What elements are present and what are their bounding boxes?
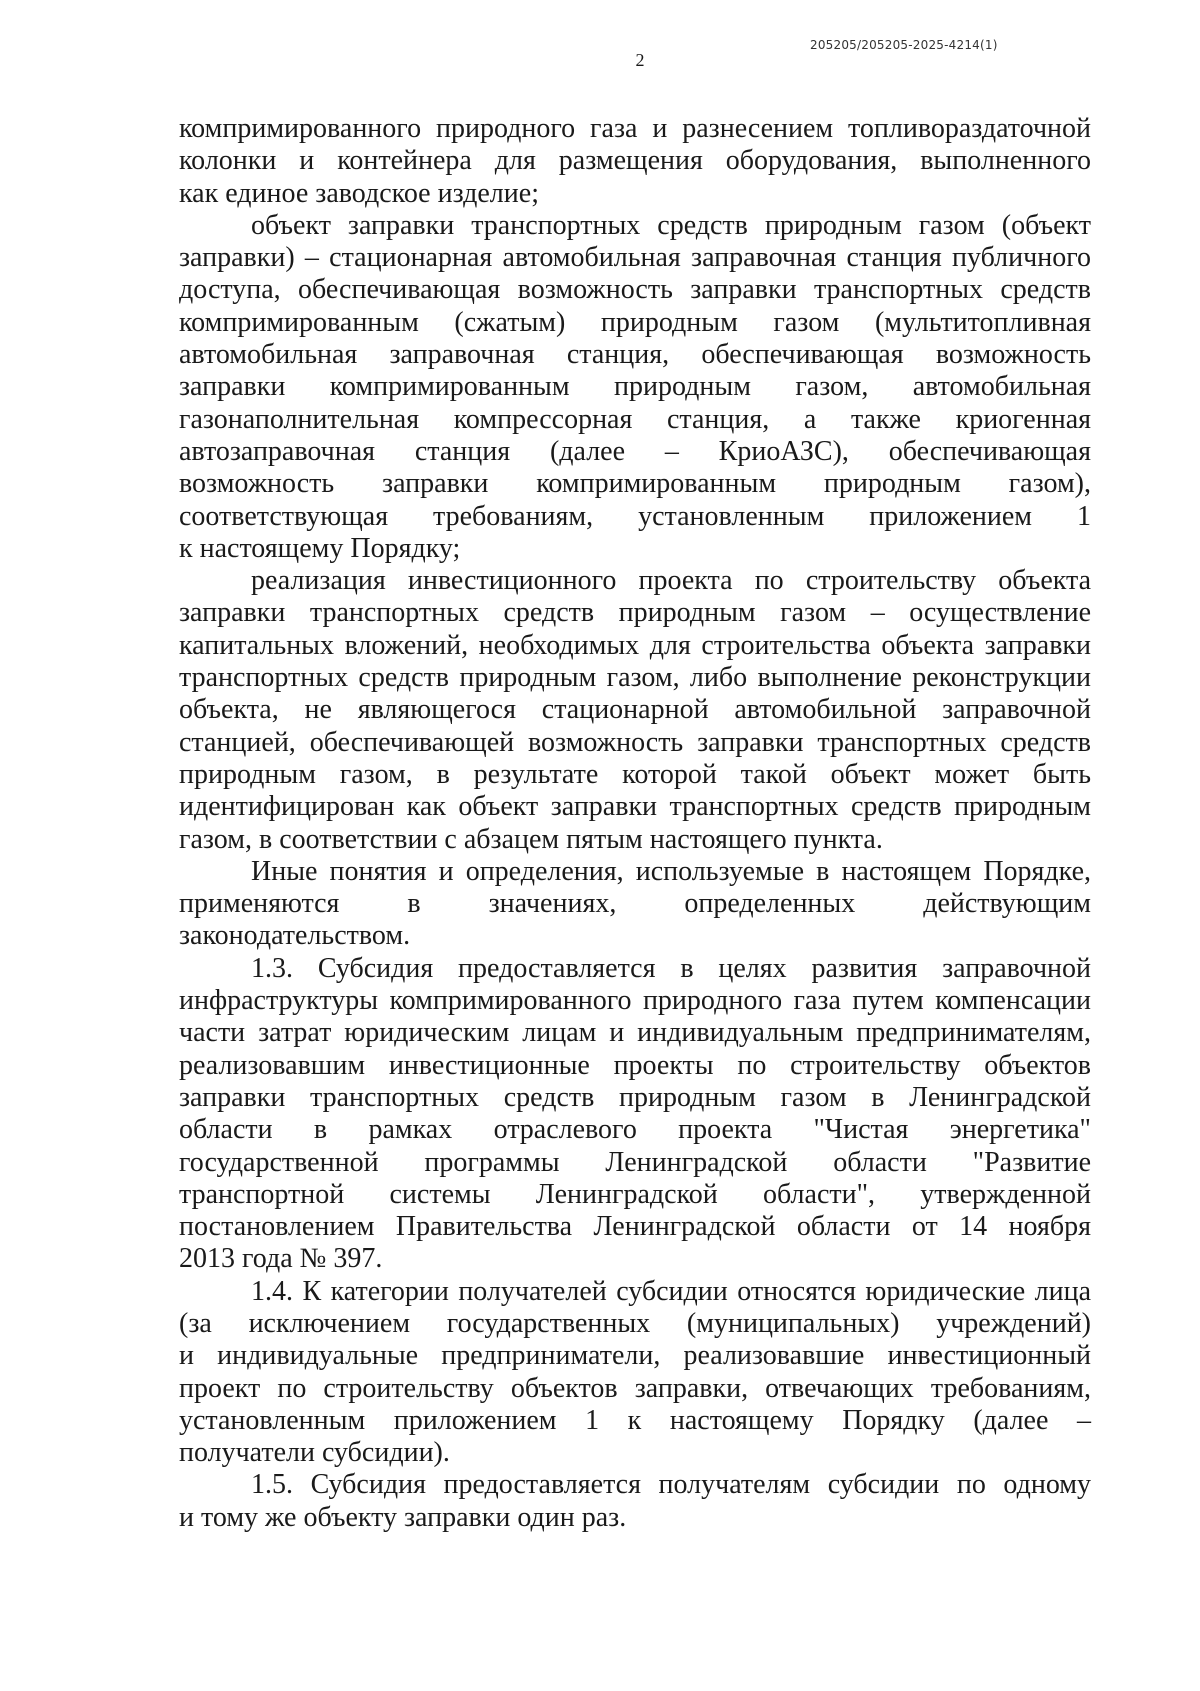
text-line: капитальных вложений, необходимых для строительства объекта заправки xyxy=(179,629,1091,661)
text-line: газонаполнительная компрессорная станция, а также криогенная xyxy=(179,403,1091,435)
text-line: Иные понятия и определения, используемые в настоящем Порядке, xyxy=(251,855,1091,887)
text-line: газом, в соответствии с абзацем пятым настоящего пункта. xyxy=(179,823,883,855)
document-body xyxy=(179,113,1091,1534)
text-line: части затрат юридическим лицам и индивидуальным предпринимателям, xyxy=(179,1017,1091,1049)
text-line: (за исключением государственных (муниципальных) учреждений) xyxy=(179,1307,1091,1339)
text-line: возможность заправки компримированным природным газом), xyxy=(179,468,1091,500)
text-line: колонки и контейнера для размещения оборудования, выполненного xyxy=(179,145,1091,177)
text-line: заправки транспортных средств природным газом – осуществление xyxy=(179,597,1091,629)
text-line: транспортных средств природным газом, либо выполнение реконструкции xyxy=(179,662,1091,694)
text-line: установленным приложением 1 к настоящему Порядку (далее – xyxy=(179,1404,1091,1436)
text-line: автозаправочная станция (далее – КриоАЗС), обеспечивающая xyxy=(179,435,1091,467)
text-line: как единое заводское изделие; xyxy=(179,177,539,209)
page-number: 2 xyxy=(635,50,645,70)
text-line: и индивидуальные предприниматели, реализовавшие инвестиционный xyxy=(179,1340,1091,1372)
text-line: объект заправки транспортных средств природным газом (объект xyxy=(251,209,1091,241)
text-line: заправки компримированным природным газом, автомобильная xyxy=(179,371,1091,403)
text-line: природным газом, в результате которой такой объект может быть xyxy=(179,758,1091,790)
text-line: доступа, обеспечивающая возможность заправки транспортных средств xyxy=(179,274,1091,306)
text-line: 1.3. Субсидия предоставляется в целях развития заправочной xyxy=(251,952,1091,984)
text-line: объекта, не являющегося стационарной автомобильной заправочной xyxy=(179,694,1091,726)
text-line: постановлением Правительства Ленинградской области от 14 ноября xyxy=(179,1211,1091,1243)
text-line: 1.4. К категории получателей субсидии относятся юридические лица xyxy=(251,1275,1091,1307)
text-line: транспортной системы Ленинградской области", утвержденной xyxy=(179,1178,1091,1210)
text-line: применяются в значениях, определенных действующим xyxy=(179,888,1091,920)
text-line: заправки) – стационарная автомобильная заправочная станция публичного xyxy=(179,242,1091,274)
text-line: 1.5. Субсидия предоставляется получателям субсидии по одному xyxy=(251,1469,1091,1501)
text-line: законодательством. xyxy=(179,920,411,952)
text-line: соответствующая требованиям, установленным приложением 1 xyxy=(179,500,1091,532)
text-line: 2013 года № 397. xyxy=(179,1243,383,1275)
text-line: области в рамках отраслевого проекта "Чистая энергетика" xyxy=(179,1114,1091,1146)
text-line: идентифицирован как объект заправки транспортных средств природным xyxy=(179,791,1091,823)
text-line: и тому же объекту заправки один раз. xyxy=(179,1501,627,1533)
text-line: инфраструктуры компримированного природного газа путем компенсации xyxy=(179,985,1091,1017)
text-line: станцией, обеспечивающей возможность заправки транспортных средств xyxy=(179,726,1091,758)
text-line: к настоящему Порядку; xyxy=(179,532,461,564)
text-line: заправки транспортных средств природным газом в Ленинградской xyxy=(179,1081,1091,1113)
document-registration-number: 205205/205205-2025-4214(1) xyxy=(810,38,998,52)
text-line: компримированного природного газа и разнесением топливораздаточной xyxy=(179,113,1091,144)
text-line: компримированным (сжатым) природным газом (мультитопливная xyxy=(179,306,1091,338)
text-line: реализация инвестиционного проекта по строительству объекта xyxy=(251,565,1091,597)
text-line: реализовавшим инвестиционные проекты по строительству объектов xyxy=(179,1049,1091,1081)
text-line: проект по строительству объектов заправки, отвечающих требованиям, xyxy=(179,1372,1091,1404)
text-line: государственной программы Ленинградской области "Развитие xyxy=(179,1146,1091,1178)
text-line: получатели субсидии). xyxy=(179,1437,450,1469)
text-line: автомобильная заправочная станция, обеспечивающая возможность xyxy=(179,339,1091,371)
